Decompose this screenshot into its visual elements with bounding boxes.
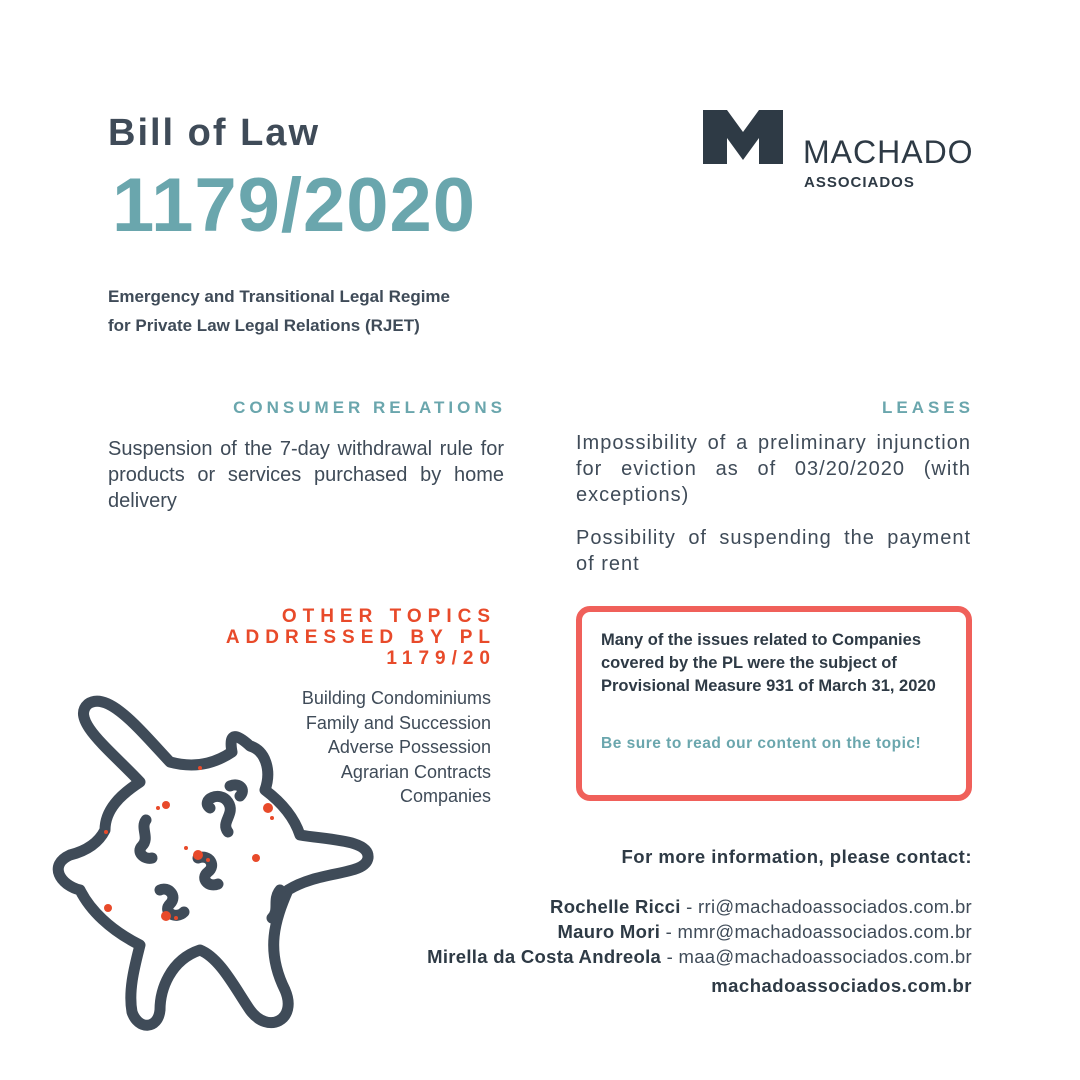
- logo-name: MACHADO: [803, 134, 974, 170]
- logo-mark-icon: [703, 110, 783, 164]
- list-item: Building Condominiums: [301, 688, 491, 708]
- contact-email[interactable]: - rri@machadoassociados.com.br: [680, 896, 972, 917]
- contact-line: [330, 921, 972, 943]
- contact-email[interactable]: - mmr@machadoassociados.com.br: [660, 921, 972, 942]
- list-item: Family and Succession: [305, 712, 491, 733]
- leases-text-2: Possibility of suspending the payment of rent: [576, 527, 971, 575]
- other-heading-line-3: 1179/20: [386, 648, 496, 669]
- other-heading-line-1: OTHER TOPICS: [281, 606, 496, 627]
- company-logo: [703, 110, 983, 200]
- consumer-relations-heading: CONSUMER RELATIONS: [233, 398, 506, 417]
- subtitle-line-2: for Private Law Legal Relations (RJET): [108, 316, 420, 335]
- list-item: Adverse Possession: [327, 737, 491, 757]
- website-link[interactable]: machadoassociados.com.br: [711, 975, 972, 996]
- contact-line: [330, 896, 972, 918]
- callout-text: Many of the issues related to Companies covered by the PL were the subject of Provisional Measure 931 of March 31, 2020: [601, 631, 936, 695]
- virus-icon: [50, 690, 390, 1040]
- callout-link[interactable]: Be sure to read our content on the topic!: [601, 735, 922, 752]
- contact-line: [330, 946, 972, 968]
- list-item: Agrarian Contracts: [340, 761, 491, 782]
- bill-number: 1179/2020: [112, 163, 477, 248]
- other-heading-line-2: ADDRESSED BY PL: [225, 627, 496, 648]
- leases-text-1: Impossibility of a preliminary injunction for eviction as of 03/20/2020 (with exceptions): [576, 432, 971, 506]
- contact-name: Rochelle Ricci: [550, 896, 681, 917]
- contact-heading: For more information, please contact:: [621, 846, 972, 867]
- subtitle-line-1: Emergency and Transitional Legal Regime: [108, 287, 450, 306]
- leases-heading: LEASES: [881, 398, 974, 417]
- bill-subtitle: [108, 282, 528, 340]
- callout-box: [576, 606, 972, 801]
- consumer-relations-text: Suspension of the 7-day withdrawal rule for products or services purchased by home delivery: [108, 438, 504, 512]
- contact-name: Mirella da Costa Andreola: [427, 946, 662, 967]
- contact-name: Mauro Mori: [557, 921, 661, 942]
- contact-email[interactable]: - maa@machadoassociados.com.br: [661, 946, 972, 967]
- bill-title: Bill of Law: [108, 112, 320, 154]
- logo-sub: ASSOCIADOS: [804, 174, 915, 191]
- other-topics-heading: [180, 606, 496, 669]
- list-item: Companies: [399, 786, 491, 806]
